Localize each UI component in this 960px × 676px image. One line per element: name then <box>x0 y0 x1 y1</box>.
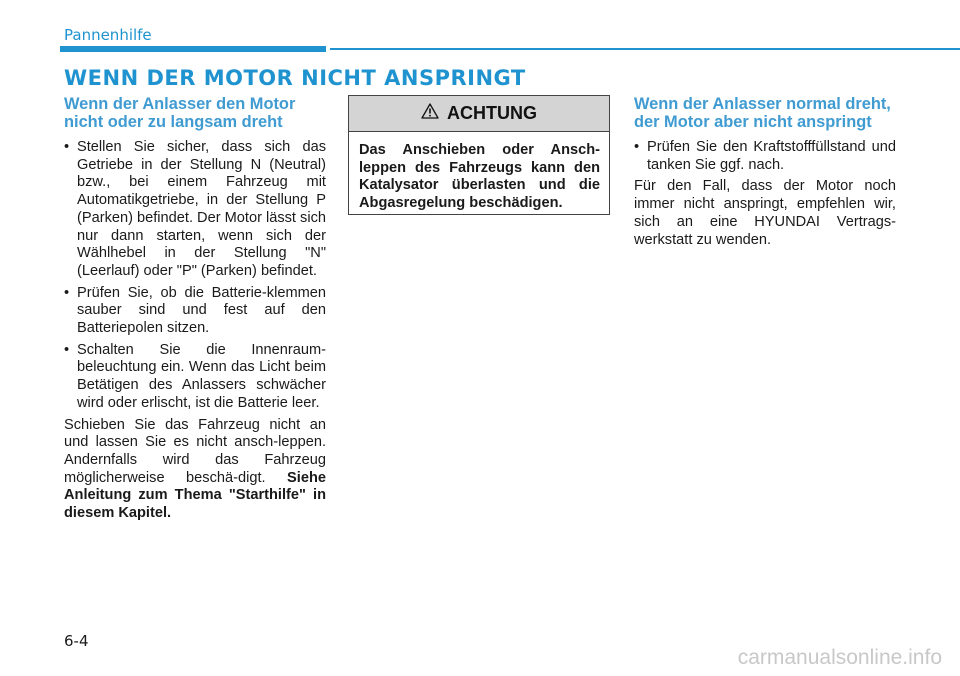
section-label: Pannenhilfe <box>64 26 152 44</box>
right-heading: Wenn der Anlasser normal dreht, der Motor aber nicht anspringt <box>634 95 891 131</box>
chapter-title: WENN DER MOTOR NICHT ANSPRINGT <box>64 66 526 90</box>
left-paragraph <box>64 417 326 523</box>
left-paragraph-text: Schieben Sie das Fahrzeug nicht an und lassen Sie es nicht ansch-leppen. Andernfalls wird das Fahrzeug möglicherweise beschä-digt. <box>64 416 326 486</box>
header-bar-thin <box>330 48 960 50</box>
right-bullet-list <box>634 139 896 174</box>
left-column <box>64 96 326 527</box>
left-bullet-list <box>64 139 326 413</box>
page-number: 6-4 <box>64 632 89 650</box>
right-column <box>634 96 896 253</box>
watermark: carmanualsonline.info <box>737 646 942 669</box>
left-paragraph-reference: Siehe Anleitung zum Thema "Starthilfe" in diesem Kapitel. <box>64 469 326 522</box>
list-item: • Prüfen Sie, ob die Batterie-klemmen sauber sind und fest auf den Batteriepolen sitzen. <box>64 285 326 338</box>
warning-triangle-icon <box>421 103 439 124</box>
right-paragraph: Für den Fall, dass der Motor noch immer nicht anspringt, empfehlen wir, sich an eine HYUNDAI Vertrags-werkstatt zu wenden. <box>634 178 896 248</box>
warning-text: Das Anschieben oder Ansch-leppen des Fahrzeugs kann den Katalysator überlasten und die Abgasregelung beschädigen. <box>359 142 600 212</box>
list-item: • Schalten Sie die Innenraum-beleuchtung ein. Wenn das Licht beim Betätigen des Anlassers schwächer wird oder erlischt, ist die Batterie leer. <box>64 342 326 413</box>
list-item: • Stellen Sie sicher, dass sich das Getriebe in der Stellung N (Neutral) bzw., bei einem Fahrzeug mit Automatikgetriebe, in der Stellung P (Parken) befindet. Der Motor lässt sich nur dann starten, wenn sich der Wählhebel in der Stellung "N" (Leerlauf) oder "P" (Parken) befindet. <box>64 139 326 281</box>
list-item: • Prüfen Sie den Kraftstofffüllstand und tanken Sie ggf. nach. <box>634 139 896 174</box>
left-heading: Wenn der Anlasser den Motor nicht oder zu langsam dreht <box>64 95 296 131</box>
warning-header <box>349 96 609 132</box>
header-bar-thick <box>60 46 326 52</box>
warning-title: ACHTUNG <box>447 103 537 123</box>
warning-box <box>348 95 610 215</box>
